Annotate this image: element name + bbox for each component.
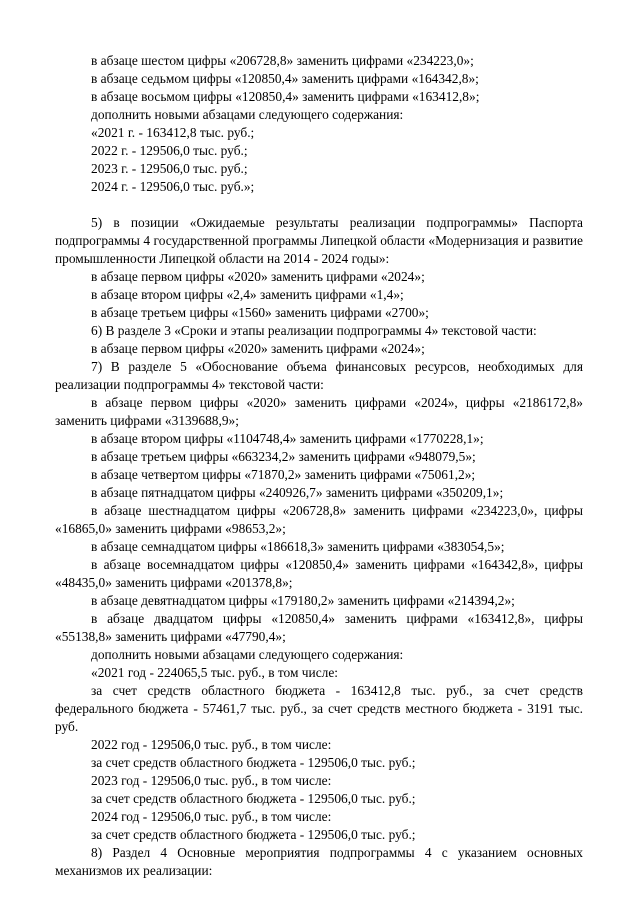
paragraph: в абзаце девятнадцатом цифры «179180,2» заменить цифрами «214394,2»; <box>91 593 515 608</box>
paragraph: в абзаце двадцатом цифры «120850,4» заменить цифрами «163412,8», цифры «55138,8» заменить цифрами «47790,4»; <box>55 611 583 644</box>
paragraph: дополнить новыми абзацами следующего содержания: <box>91 107 404 122</box>
paragraph: «2021 год - 224065,5 тыс. руб., в том числе: <box>91 665 338 680</box>
paragraph: в абзаце седьмом цифры «120850,4» заменить цифрами «164342,8»; <box>91 71 479 86</box>
paragraph: в абзаце втором цифры «1104748,4» заменить цифрами «1770228,1»; <box>91 431 484 446</box>
paragraph: за счет средств областного бюджета - 129506,0 тыс. руб.; <box>91 827 416 842</box>
paragraph: в абзаце восемнадцатом цифры «120850,4» заменить цифрами «164342,8», цифры «48435,0» заменить цифрами «201378,8»; <box>55 557 583 590</box>
paragraph: в абзаце первом цифры «2020» заменить цифрами «2024»; <box>91 269 425 284</box>
paragraph: в абзаце третьем цифры «1560» заменить цифрами «2700»; <box>91 305 429 320</box>
paragraph: в абзаце первом цифры «2020» заменить цифрами «2024», цифры «2186172,8» заменить цифрами «3139688,9»; <box>55 395 583 428</box>
document-page <box>55 52 583 880</box>
paragraph: в абзаце пятнадцатом цифры «240926,7» заменить цифрами «350209,1»; <box>91 485 504 500</box>
paragraph: в абзаце третьем цифры «663234,2» заменить цифрами «948079,5»; <box>91 449 476 464</box>
paragraph: за счет средств областного бюджета - 129506,0 тыс. руб.; <box>91 791 416 806</box>
paragraph: 2024 год - 129506,0 тыс. руб., в том числе: <box>91 809 332 824</box>
paragraph: 2022 г. - 129506,0 тыс. руб.; <box>91 143 248 158</box>
paragraph: в абзаце шестом цифры «206728,8» заменить цифрами «234223,0»; <box>91 53 474 68</box>
blank-line <box>55 196 583 214</box>
paragraph: 5) в позиции «Ожидаемые результаты реализации подпрограммы» Паспорта подпрограммы 4 государственной программы Липецкой области «Модернизация и развитие промышленности Липецкой области на 2014 - 2024 годы»: <box>55 215 583 266</box>
paragraph: «2021 г. - 163412,8 тыс. руб.; <box>91 125 255 140</box>
paragraph: за счет средств областного бюджета - 163412,8 тыс. руб., за счет средств федерального бюджета - 57461,7 тыс. руб., за счет средств местного бюджета - 3191 тыс. руб. <box>55 683 583 734</box>
paragraph: в абзаце четвертом цифры «71870,2» заменить цифрами «75061,2»; <box>91 467 476 482</box>
paragraph: 6) В разделе 3 «Сроки и этапы реализации подпрограммы 4» текстовой части: <box>91 323 537 338</box>
paragraph: в абзаце шестнадцатом цифры «206728,8» заменить цифрами «234223,0», цифры «16865,0» заменить цифрами «98653,2»; <box>55 503 583 536</box>
paragraph: в абзаце восьмом цифры «120850,4» заменить цифрами «163412,8»; <box>91 89 480 104</box>
paragraph: в абзаце семнадцатом цифры «186618,3» заменить цифрами «383054,5»; <box>91 539 505 554</box>
paragraph: 2022 год - 129506,0 тыс. руб., в том числе: <box>91 737 332 752</box>
paragraph: 2024 г. - 129506,0 тыс. руб.»; <box>91 179 255 194</box>
paragraph: 2023 г. - 129506,0 тыс. руб.; <box>91 161 248 176</box>
paragraph: в абзаце первом цифры «2020» заменить цифрами «2024»; <box>91 341 425 356</box>
paragraph: в абзаце втором цифры «2,4» заменить цифрами «1,4»; <box>91 287 404 302</box>
paragraph: 2023 год - 129506,0 тыс. руб., в том числе: <box>91 773 332 788</box>
paragraph: за счет средств областного бюджета - 129506,0 тыс. руб.; <box>91 755 416 770</box>
paragraph: 8) Раздел 4 Основные мероприятия подпрограммы 4 с указанием основных механизмов их реализации: <box>55 845 583 878</box>
paragraph: 7) В разделе 5 «Обоснование объема финансовых ресурсов, необходимых для реализации подпрограммы 4» текстовой части: <box>55 359 583 392</box>
paragraph: дополнить новыми абзацами следующего содержания: <box>91 647 404 662</box>
